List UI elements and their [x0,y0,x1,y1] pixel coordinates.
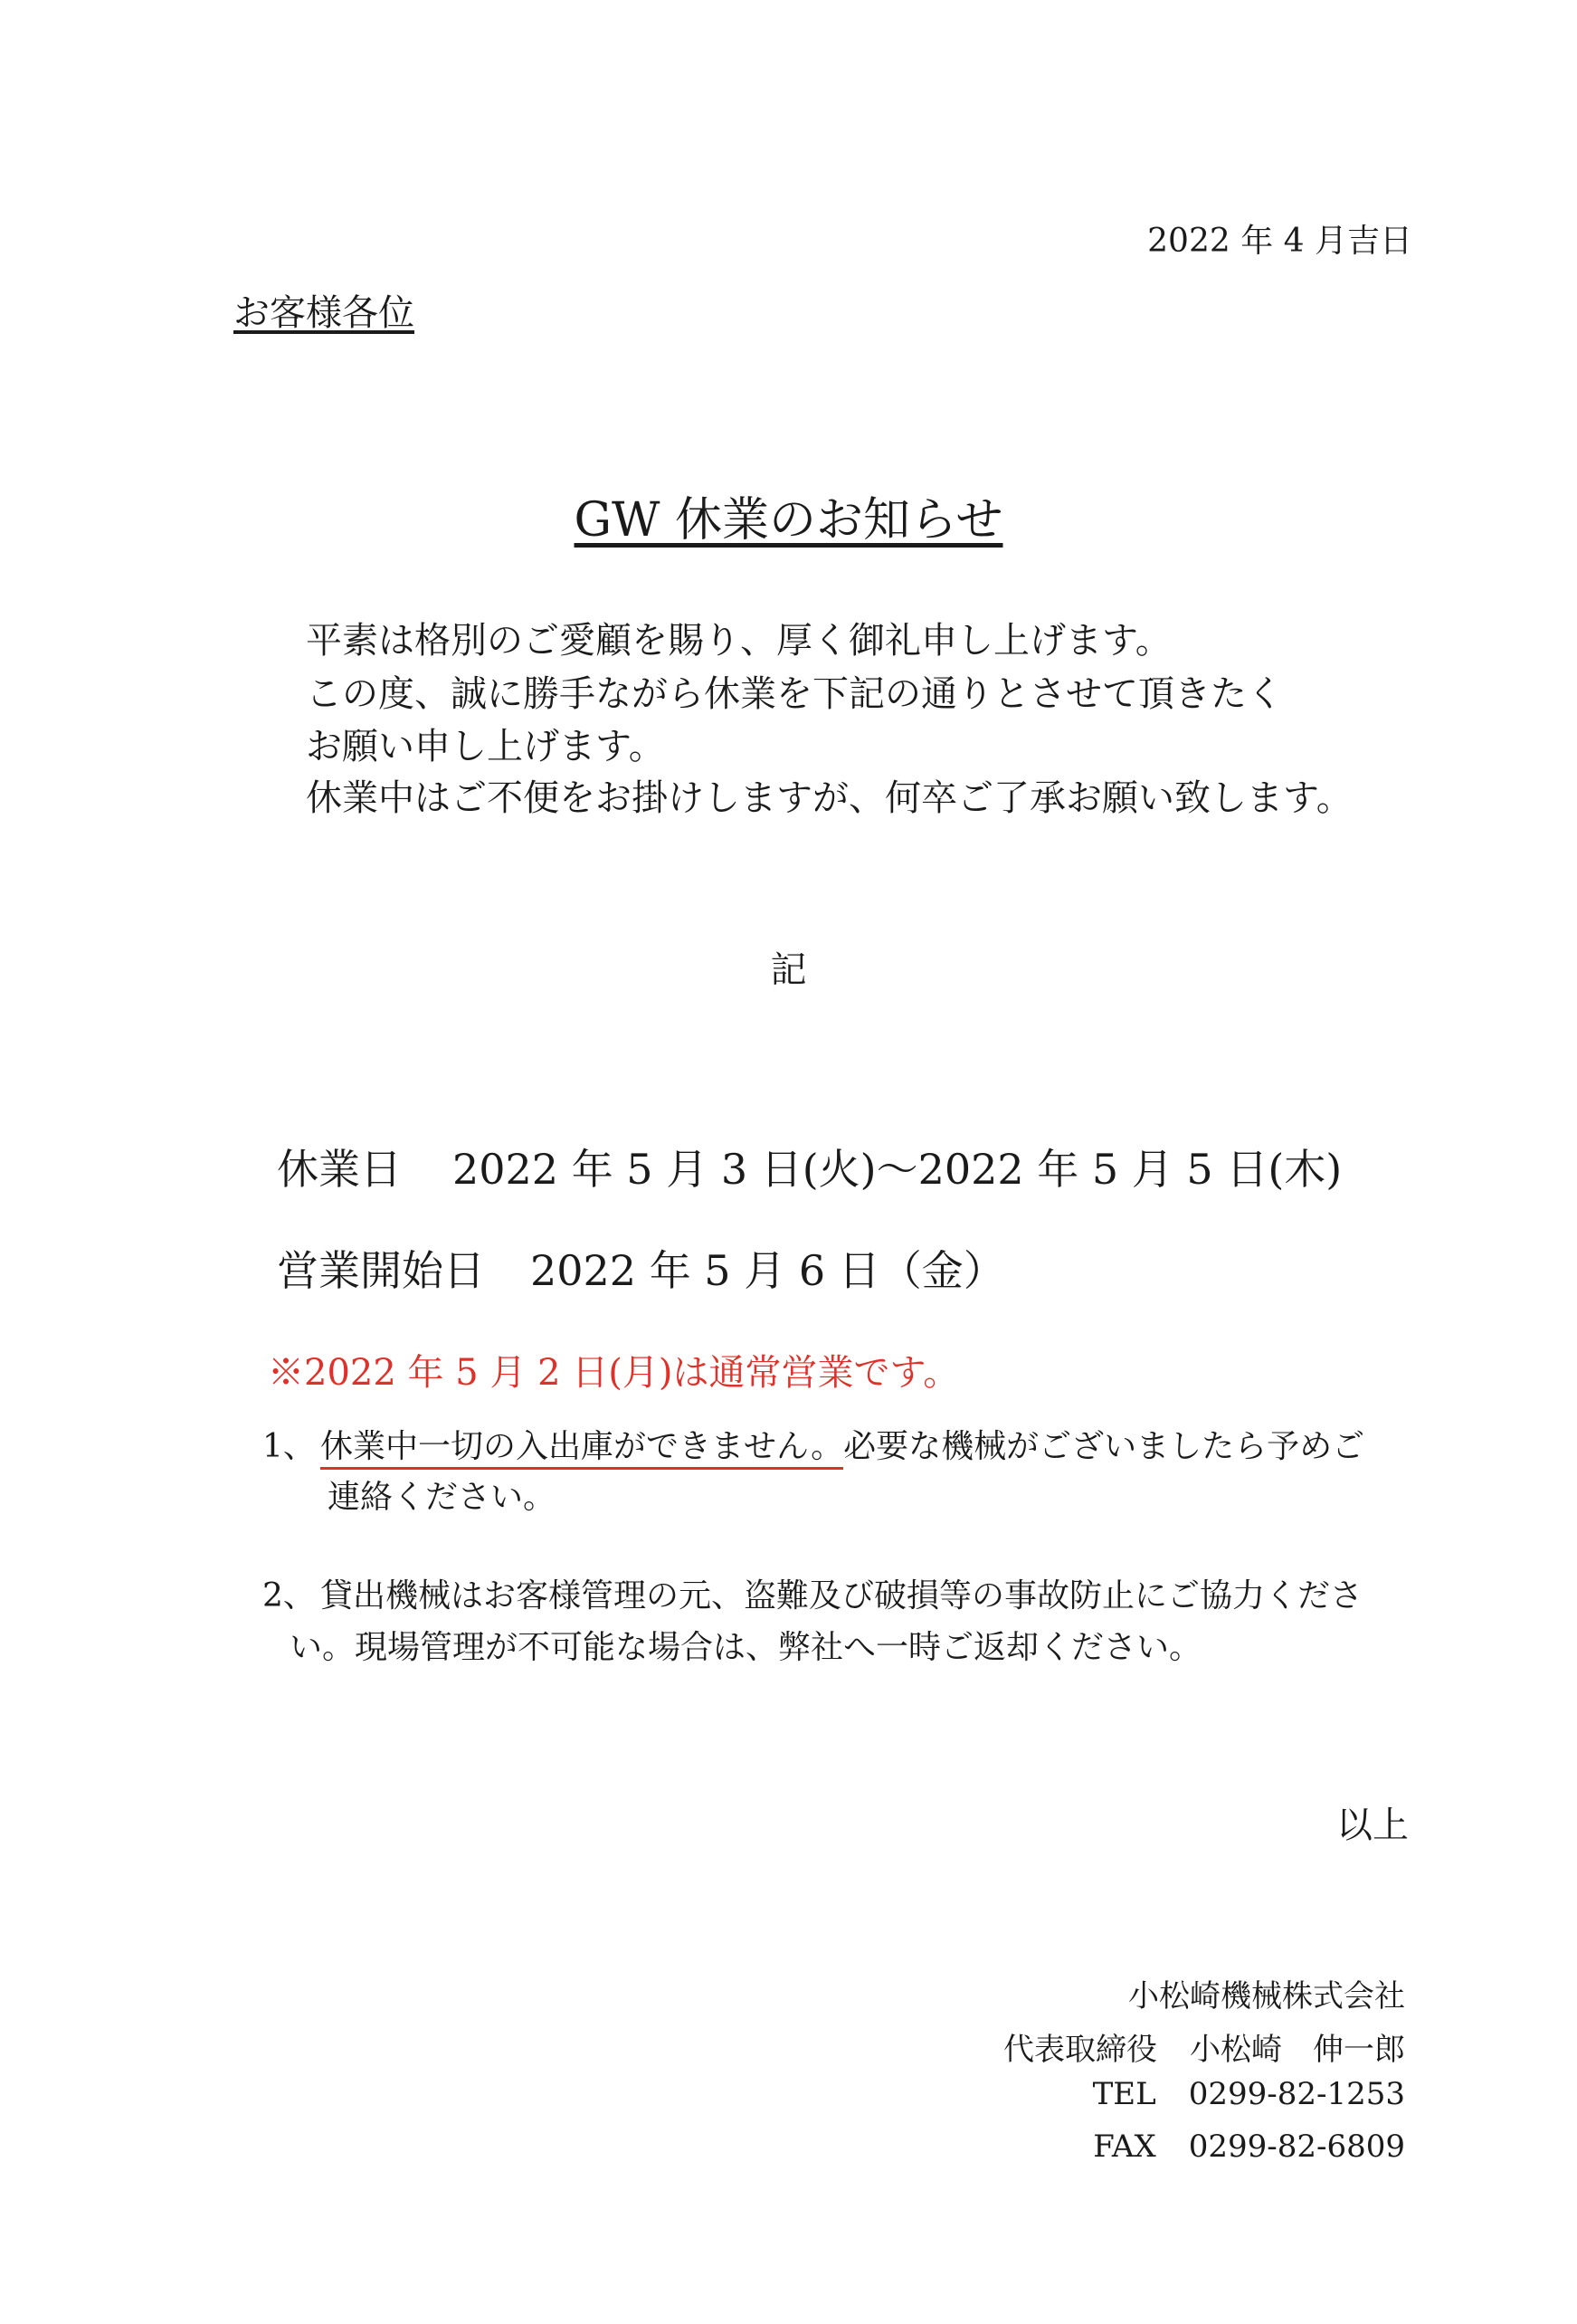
fax-line [1093,2129,1405,2165]
representative-title: 代表取締役 [1003,2032,1157,2068]
normal-business-notice: ※2022 年 5 月 2 日(月)は通常営業です。 [268,1352,960,1394]
closed-days-label: 休業日 [277,1145,402,1194]
list-item-1-continuation: 連絡ください。 [328,1479,556,1516]
tel-line [1093,2076,1405,2112]
list-item-2 [262,1570,1363,1616]
list-item-1 [262,1421,1364,1467]
reopen-day-label: 営業開始日 [277,1246,485,1295]
ki-heading: 記 [770,949,807,991]
list-item-2-continuation: い。現場管理が不可能な場合は、弊社へ一時ご返却ください。 [290,1629,1202,1666]
body-line: 平素は格別のご愛顧を賜り、厚く御礼申し上げます。 [306,620,1172,662]
document-date: 2022 年 4 月吉日 [1147,223,1412,260]
item-text: 必要な機械がございましたら予めご [843,1428,1365,1465]
item-underlined-text: 休業中一切の入出庫ができません。 [320,1428,843,1470]
closing-ijo: 以上 [1336,1805,1409,1846]
company-name: 小松崎機械株式会社 [1128,1978,1405,2014]
representative-line [1003,2024,1405,2069]
body-line: この度、誠に勝手ながら休業を下記の通りとさせて頂きたく [306,673,1283,715]
reopen-day-value: 2022 年 5 月 6 日（金） [530,1246,1005,1295]
body-line: 休業中はご不便をお掛けしますが、何卒ご了承お願い致します。 [306,777,1353,819]
item-number: 2、 [262,1577,316,1614]
representative-name: 小松崎 伸一郎 [1190,2032,1405,2068]
closed-days-row [277,1137,1342,1196]
fax-label: FAX [1093,2129,1156,2165]
item-number: 1、 [262,1428,316,1465]
tel-label: TEL [1092,2076,1156,2112]
item-text: 貸出機械はお客様管理の元、盗難及び破損等の事故防止にご協力くださ [320,1577,1363,1614]
tel-number: 0299-82-1253 [1188,2076,1405,2112]
reopen-day-row [277,1238,1005,1298]
closed-days-value: 2022 年 5 月 3 日(火)～2022 年 5 月 5 日(木) [452,1145,1343,1194]
page-title: GW 休業のお知らせ [574,493,1003,548]
body-line: お願い申し上げます。 [306,726,665,767]
fax-number: 0299-82-6809 [1188,2129,1405,2165]
addressee: お客様各位 [233,292,414,334]
